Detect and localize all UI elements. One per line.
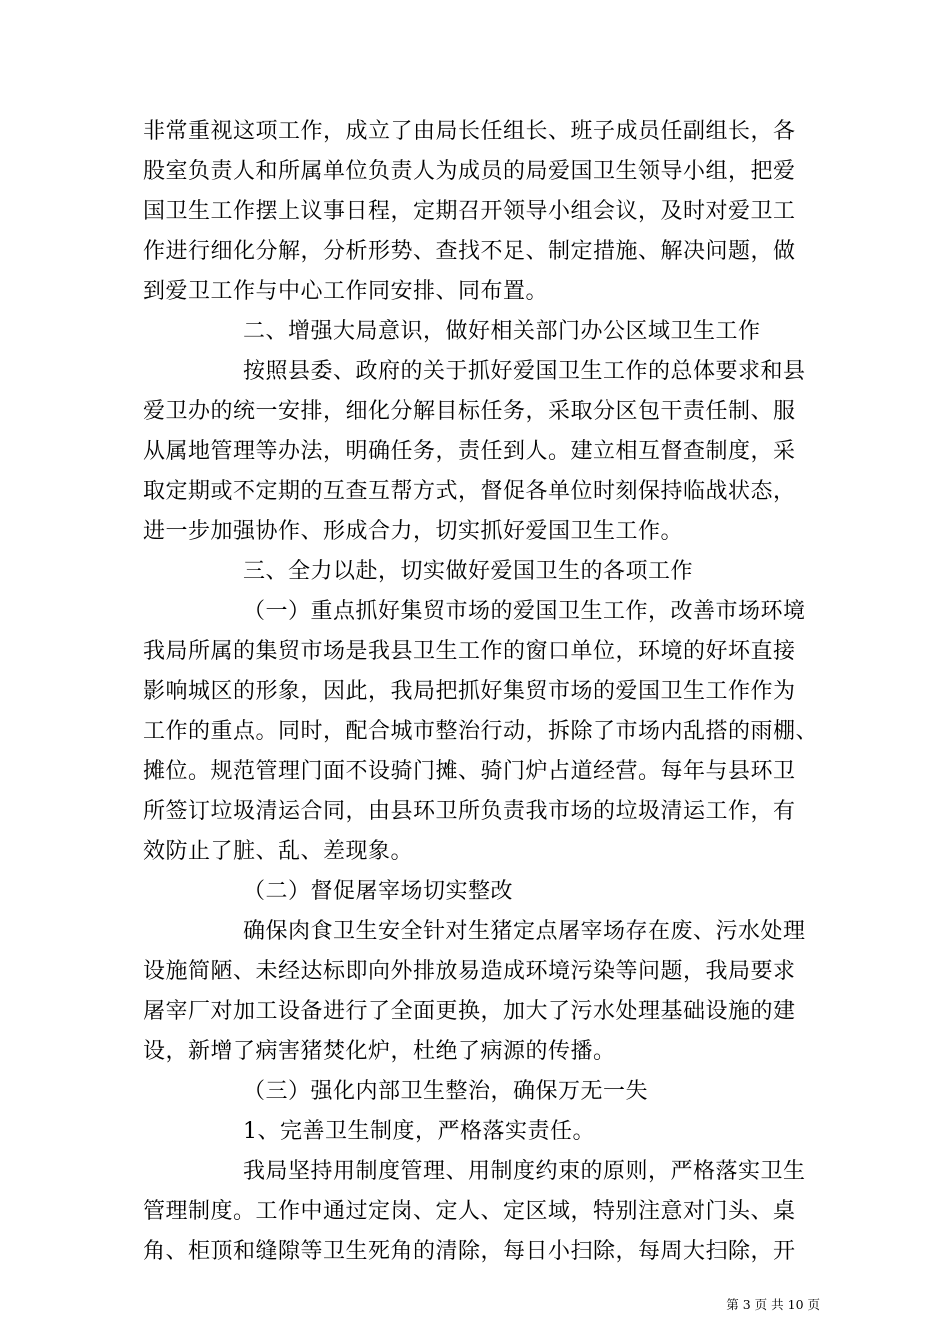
subsection-heading: （一）重点抓好集贸市场的爱国卫生工作，改善市场环境 <box>243 599 806 624</box>
paragraph-line: 工作的重点。同时，配合城市整治行动，拆除了市场内乱搭的雨棚、 <box>143 719 819 744</box>
page-number: 第 3 页 共 10 页 <box>726 1297 820 1312</box>
paragraph-line: 屠宰厂对加工设备进行了全面更换，加大了污水处理基础设施的建 <box>143 999 796 1024</box>
paragraph-line: 设施简陋、未经达标即向外排放易造成环境污染等问题，我局要求 <box>143 959 796 984</box>
paragraph-line: 效防止了脏、乱、差现象。 <box>143 839 414 864</box>
paragraph-line: 按照县委、政府的关于抓好爱国卫生工作的总体要求和县 <box>243 359 806 384</box>
paragraph-line: 影响城区的形象，因此，我局把抓好集贸市场的爱国卫生工作作为 <box>143 679 796 704</box>
paragraph-line: 爱卫办的统一安排，细化分解目标任务，采取分区包干责任制、服 <box>143 399 796 424</box>
paragraph-line: 作进行细化分解，分析形势、查找不足、制定措施、解决问题，做 <box>143 239 796 264</box>
paragraph-line: 进一步加强协作、形成合力，切实抓好爱国卫生工作。 <box>143 519 684 544</box>
paragraph-line: 我局坚持用制度管理、用制度约束的原则，严格落实卫生 <box>243 1159 806 1184</box>
paragraph-line: 所签订垃圾清运合同，由县环卫所负责我市场的垃圾清运工作，有 <box>143 799 796 824</box>
paragraph-line: 摊位。规范管理门面不设骑门摊、骑门炉占道经营。每年与县环卫 <box>143 759 796 784</box>
paragraph-line: 非常重视这项工作，成立了由局长任组长、班子成员任副组长，各 <box>143 119 796 144</box>
list-item-heading: 1、完善卫生制度，严格落实责任。 <box>243 1119 595 1144</box>
section-heading: 二、增强大局意识，做好相关部门办公区域卫生工作 <box>243 319 761 344</box>
paragraph-line: 到爱卫工作与中心工作同安排、同布置。 <box>143 279 549 304</box>
paragraph-line: 确保肉食卫生安全针对生猪定点屠宰场存在废、污水处理 <box>243 919 806 944</box>
subsection-heading: （二）督促屠宰场切实整改 <box>243 879 514 904</box>
paragraph-line: 设，新增了病害猪焚化炉，杜绝了病源的传播。 <box>143 1039 616 1064</box>
paragraph-line: 管理制度。工作中通过定岗、定人、定区域，特别注意对门头、桌 <box>143 1199 796 1224</box>
paragraph-line: 取定期或不定期的互查互帮方式，督促各单位时刻保持临战状态， <box>143 479 796 504</box>
subsection-heading: （三）强化内部卫生整治，确保万无一失 <box>243 1079 649 1104</box>
paragraph-line: 股室负责人和所属单位负责人为成员的局爱国卫生领导小组，把爱 <box>143 159 796 184</box>
paragraph-line: 我局所属的集贸市场是我县卫生工作的窗口单位，环境的好坏直接 <box>143 639 796 664</box>
paragraph-line: 国卫生工作摆上议事日程，定期召开领导小组会议，及时对爱卫工 <box>143 199 796 224</box>
paragraph-line: 角、柜顶和缝隙等卫生死角的清除，每日小扫除，每周大扫除，开 <box>143 1239 796 1264</box>
paragraph-line: 从属地管理等办法，明确任务，责任到人。建立相互督查制度，采 <box>143 439 796 464</box>
section-heading: 三、全力以赴，切实做好爱国卫生的各项工作 <box>243 559 694 584</box>
